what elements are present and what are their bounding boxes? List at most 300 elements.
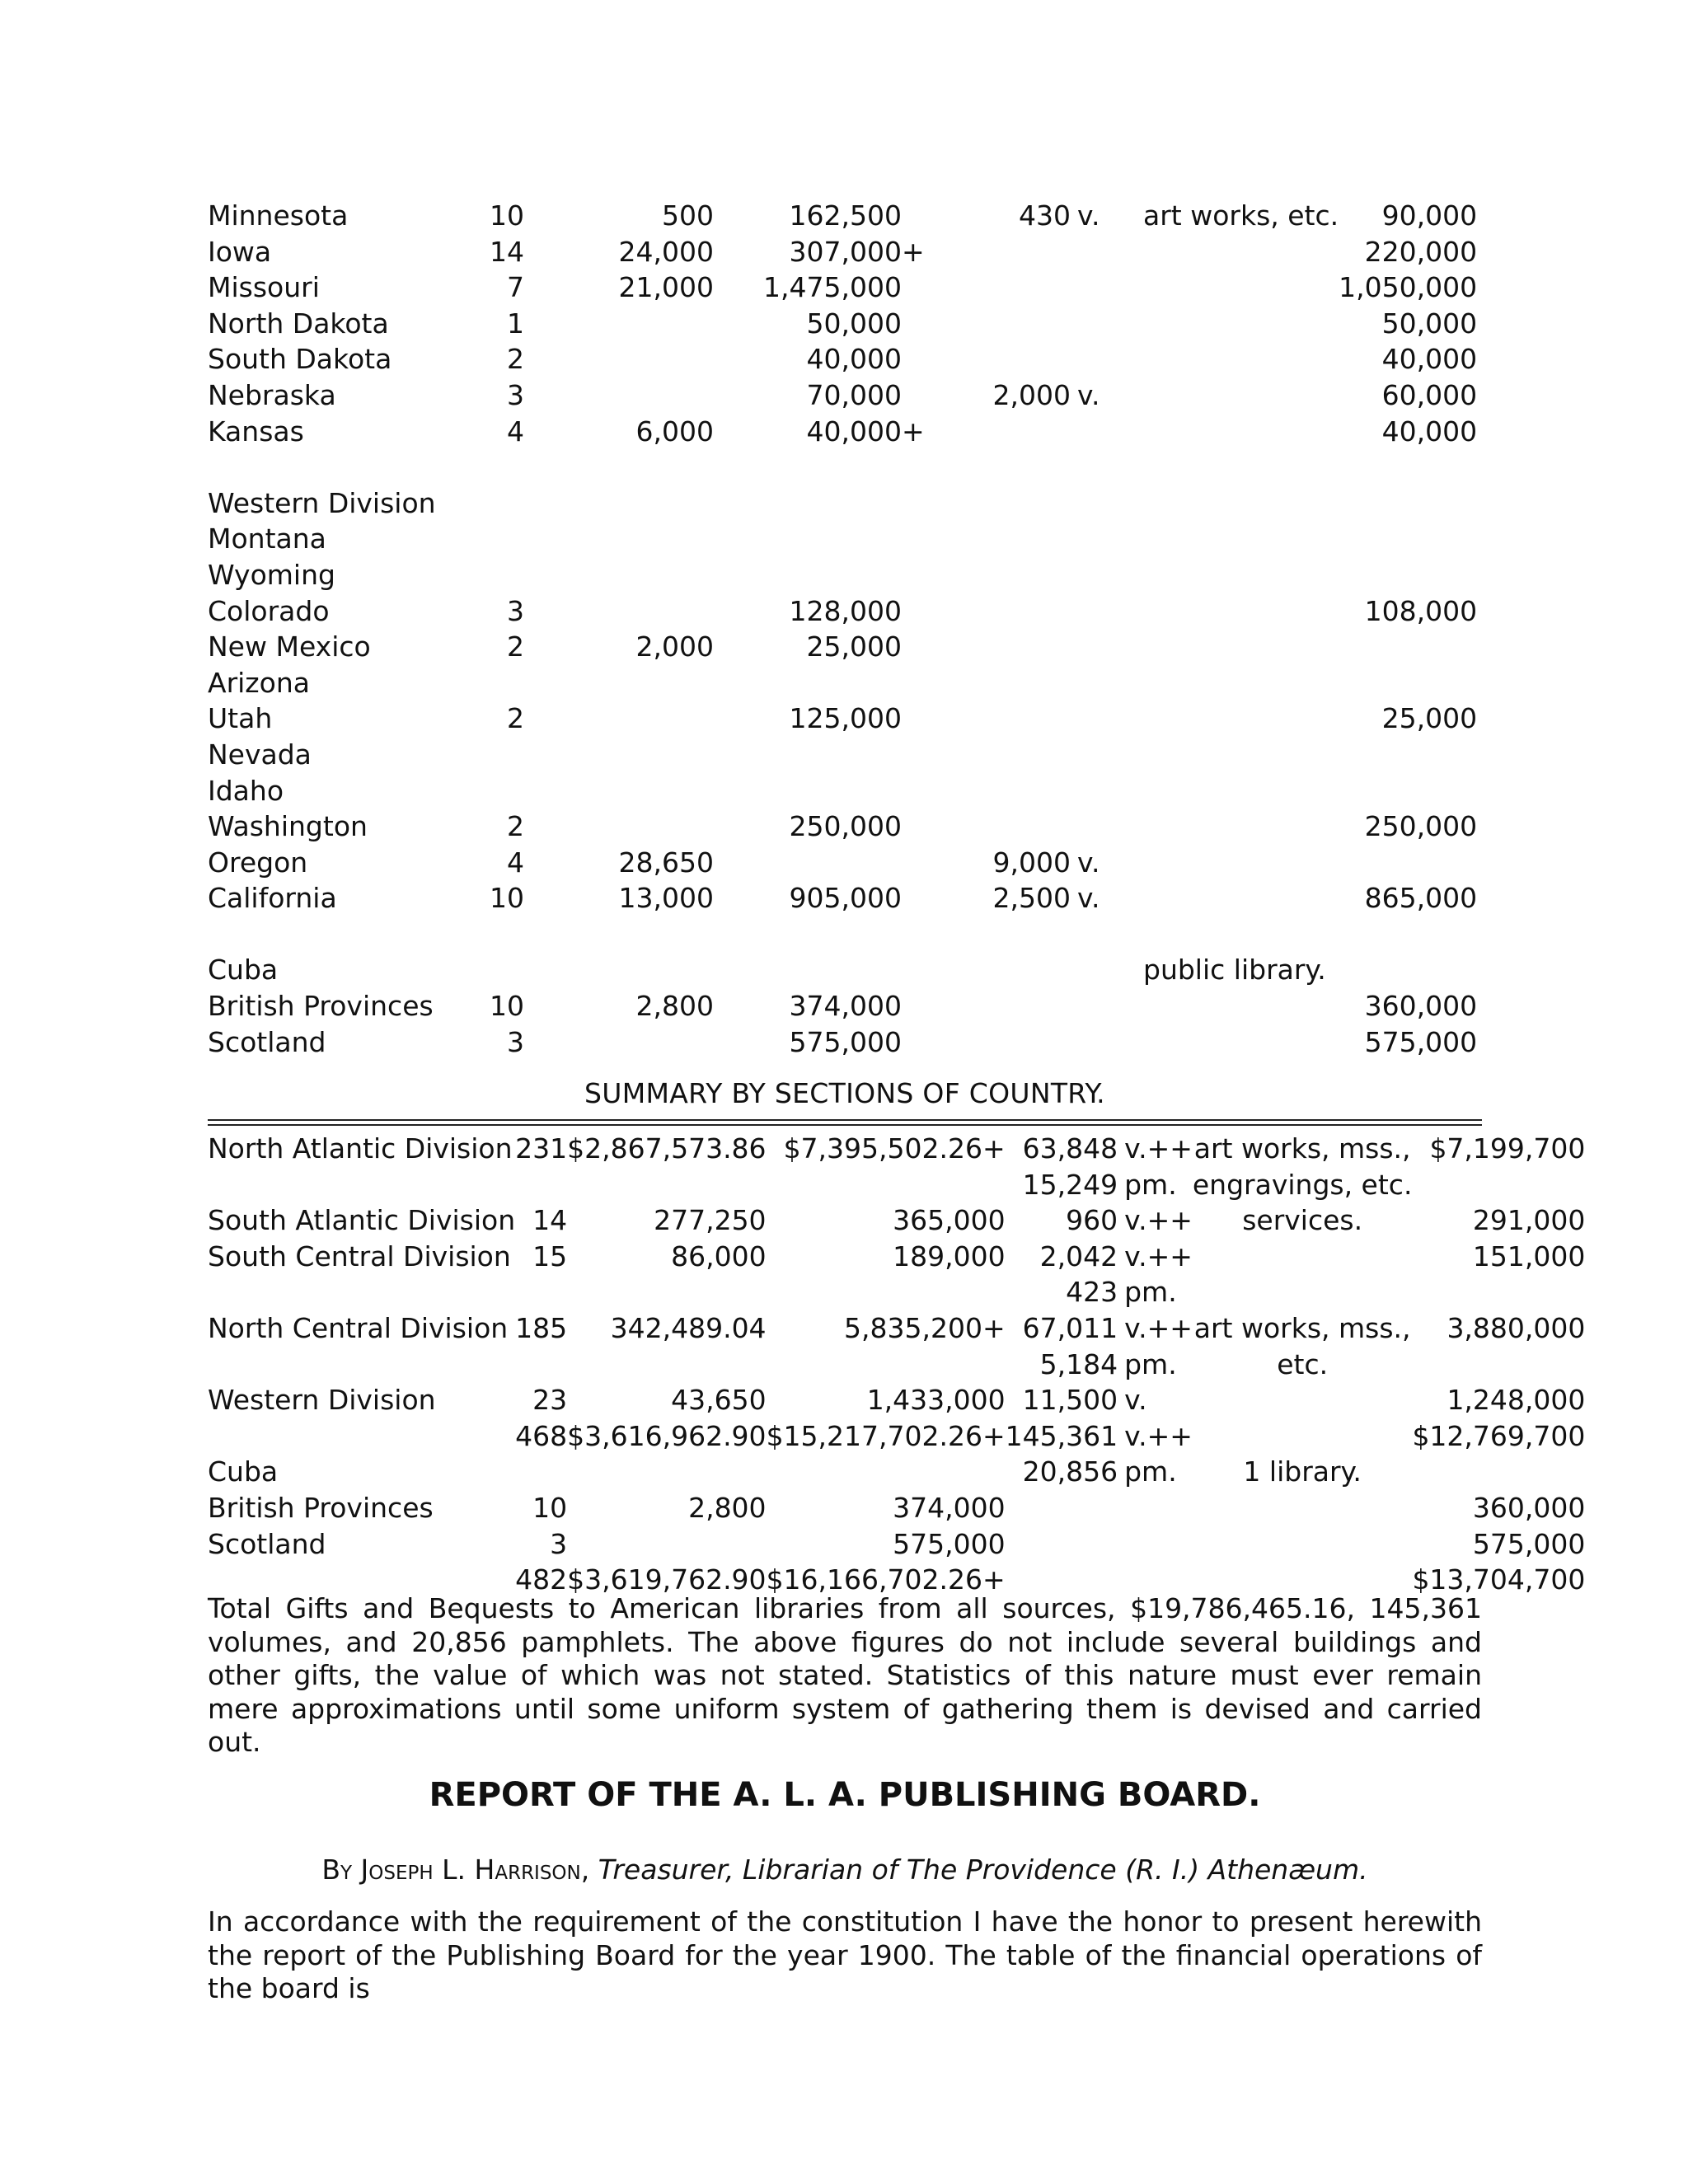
total-gifts-paragraph: Total Gifts and Bequests to American libraries from all sources, $19,786,465.16, 145,361 volumes, and 20,856 pamphlets. The above figures do not include several buildings and other gifts, the value of which was not stated. Statistics of this nature must ever remain mere approximations until some uniform system of gathering them is devised and carried out. bbox=[208, 1592, 1482, 1758]
cell-name: California bbox=[208, 882, 337, 915]
cell-c: 9,000 bbox=[992, 846, 1071, 879]
cell-b bbox=[714, 952, 902, 988]
cell-d bbox=[1143, 880, 1339, 916]
summary-cell-c: 15,249 bbox=[1022, 1168, 1118, 1201]
summary-cell-n: 231 bbox=[515, 1132, 568, 1165]
summary-cell-c: 11,500 bbox=[1022, 1384, 1118, 1417]
cell-b: 25,000 bbox=[806, 630, 902, 663]
summary-cell-d: services. bbox=[1242, 1204, 1363, 1237]
summary-cell-n: 185 bbox=[515, 1311, 568, 1344]
summary-cell-a: 277,250 bbox=[654, 1204, 767, 1237]
cell-u bbox=[1071, 773, 1143, 809]
cell-a: 28,650 bbox=[618, 846, 714, 879]
summary-cell-u: pm. bbox=[1124, 1276, 1177, 1309]
cell-n: 10 bbox=[490, 199, 524, 232]
summary-cell-u: pm. bbox=[1124, 1455, 1177, 1488]
cell-n bbox=[486, 665, 524, 701]
summary-cell-name: North Central Division bbox=[208, 1311, 509, 1344]
cell-e bbox=[1339, 952, 1477, 988]
cell-p bbox=[902, 485, 925, 522]
summary-cell-d: 1 library. bbox=[1243, 1455, 1362, 1488]
summary-cell-u: v.++ bbox=[1124, 1132, 1193, 1165]
cell-name: North Dakota bbox=[208, 307, 389, 340]
cell-b: 307,000 bbox=[789, 235, 902, 268]
cell-b: 250,000 bbox=[789, 810, 902, 843]
cell-n: 3 bbox=[507, 594, 524, 627]
summary-cell-c: 145,361 bbox=[1005, 1419, 1118, 1452]
cell-c bbox=[925, 341, 1071, 377]
cell-c bbox=[925, 952, 1071, 988]
summary-cell-e bbox=[1412, 1454, 1585, 1490]
cell-n: 14 bbox=[490, 235, 524, 268]
summary-cell-b bbox=[767, 1274, 1006, 1310]
summary-cell-a: $2,867,573.86 bbox=[567, 1132, 767, 1165]
cell-p bbox=[902, 665, 925, 701]
summary-cell-n: 482 bbox=[515, 1563, 568, 1596]
cell-name: Iowa bbox=[208, 235, 272, 268]
report-title: REPORT OF THE A. L. A. PUBLISHING BOARD. bbox=[429, 1776, 1261, 1814]
cell-n: 4 bbox=[507, 846, 524, 879]
table-row bbox=[208, 593, 1477, 630]
cell-e: 360,000 bbox=[1364, 990, 1478, 1023]
summary-cell-a bbox=[567, 1454, 766, 1490]
cell-d bbox=[1143, 269, 1339, 306]
summary-cell-d bbox=[1193, 1490, 1413, 1526]
cell-a bbox=[524, 952, 714, 988]
summary-row bbox=[208, 1167, 1585, 1203]
cell-u bbox=[1071, 952, 1143, 988]
cell-n: 3 bbox=[507, 1025, 524, 1058]
cell-c: 430 bbox=[1019, 199, 1071, 232]
table-row bbox=[208, 988, 1477, 1024]
cell-n bbox=[486, 952, 524, 988]
summary-row bbox=[208, 1490, 1585, 1526]
spacer-cell bbox=[208, 916, 1477, 953]
cell-a bbox=[524, 808, 714, 845]
summary-cell-a: 342,489.04 bbox=[610, 1311, 767, 1344]
cell-e: 1,050,000 bbox=[1339, 271, 1478, 304]
summary-row bbox=[208, 1454, 1585, 1490]
summary-cell-b: 365,000 bbox=[893, 1204, 1006, 1237]
summary-cell-n: 468 bbox=[515, 1419, 568, 1452]
summary-cell-b: 1,433,000 bbox=[866, 1384, 1006, 1417]
cell-n: 7 bbox=[507, 271, 524, 304]
cell-name: Cuba bbox=[208, 954, 279, 987]
summary-cell-c: 20,856 bbox=[1022, 1455, 1118, 1488]
summary-cell-d bbox=[1193, 1526, 1413, 1563]
table-row bbox=[208, 665, 1477, 701]
cell-u bbox=[1071, 414, 1143, 450]
cell-b: 40,000 bbox=[806, 343, 902, 376]
cell-p bbox=[902, 988, 925, 1024]
summary-rule-bottom bbox=[208, 1124, 1482, 1126]
cell-u bbox=[1071, 737, 1143, 773]
cell-d bbox=[1143, 377, 1339, 414]
cell-d bbox=[1143, 234, 1339, 270]
summary-cell-name: South Central Division bbox=[208, 1240, 511, 1272]
cell-name: Western Division bbox=[208, 486, 436, 519]
cell-d bbox=[1143, 808, 1339, 845]
cell-p bbox=[902, 701, 925, 737]
summary-cell-a: 2,800 bbox=[688, 1491, 767, 1524]
cell-c bbox=[925, 557, 1071, 593]
cell-p bbox=[902, 880, 925, 916]
cell-p bbox=[902, 952, 925, 988]
byline bbox=[208, 1853, 1482, 1887]
summary-cell-d bbox=[1193, 1239, 1413, 1275]
table-row bbox=[208, 234, 1477, 270]
cell-p bbox=[902, 521, 925, 557]
summary-cell-c: 423 bbox=[1066, 1276, 1118, 1309]
cell-a: 6,000 bbox=[635, 415, 714, 448]
summary-cell-d bbox=[1193, 1274, 1413, 1310]
summary-cell-d bbox=[1193, 1418, 1413, 1455]
cell-p bbox=[902, 773, 925, 809]
cell-e bbox=[1339, 665, 1477, 701]
table-row bbox=[208, 269, 1477, 306]
cell-d bbox=[1143, 485, 1339, 522]
table-row bbox=[208, 808, 1477, 845]
summary-cell-c: 2,042 bbox=[1039, 1240, 1118, 1272]
cell-b: 374,000 bbox=[789, 990, 902, 1023]
cell-u bbox=[1071, 485, 1143, 522]
summary-cell-b bbox=[767, 1454, 1006, 1490]
cell-n bbox=[486, 557, 524, 593]
summary-cell-a bbox=[567, 1167, 766, 1203]
summary-cell-a: $3,616,962.90 bbox=[567, 1419, 767, 1452]
cell-d: public library. bbox=[1143, 954, 1326, 987]
summary-cell-u bbox=[1118, 1490, 1193, 1526]
cell-a: 2,000 bbox=[635, 630, 714, 663]
summary-cell-a bbox=[567, 1274, 766, 1310]
summary-cell-n: 10 bbox=[532, 1491, 568, 1524]
summary-table bbox=[208, 1131, 1585, 1598]
cell-b: 1,475,000 bbox=[763, 271, 902, 304]
summary-cell-b bbox=[767, 1347, 1006, 1383]
summary-cell-b: 374,000 bbox=[893, 1491, 1006, 1524]
cell-e: 108,000 bbox=[1364, 594, 1478, 627]
cell-e bbox=[1339, 737, 1477, 773]
summary-cell-e bbox=[1412, 1167, 1585, 1203]
cell-name: Minnesota bbox=[208, 199, 349, 232]
table-row bbox=[208, 557, 1477, 593]
summary-cell-e: 1,248,000 bbox=[1447, 1384, 1586, 1417]
spacer-row bbox=[208, 916, 1477, 953]
summary-cell-c bbox=[1006, 1526, 1118, 1563]
cell-b bbox=[714, 485, 902, 522]
summary-cell-n: 14 bbox=[532, 1204, 568, 1237]
cell-b: 70,000 bbox=[806, 378, 902, 411]
cell-n: 10 bbox=[490, 990, 524, 1023]
summary-cell-u: v.++ bbox=[1124, 1240, 1193, 1272]
cell-c bbox=[925, 773, 1071, 809]
summary-cell-e: 291,000 bbox=[1472, 1204, 1586, 1237]
cell-p bbox=[902, 306, 925, 342]
cell-p bbox=[902, 845, 925, 881]
cell-u: v. bbox=[1077, 378, 1100, 411]
cell-c bbox=[925, 701, 1071, 737]
cell-u bbox=[1071, 1024, 1143, 1061]
summary-cell-c: 5,184 bbox=[1039, 1347, 1118, 1380]
summary-cell-d: engravings, etc. bbox=[1192, 1168, 1413, 1201]
summary-cell-name: South Atlantic Division bbox=[208, 1204, 516, 1237]
table-row bbox=[208, 377, 1477, 414]
cell-c: 2,000 bbox=[992, 378, 1071, 411]
cell-u bbox=[1071, 629, 1143, 665]
cell-u: v. bbox=[1077, 199, 1100, 232]
summary-cell-name: British Provinces bbox=[208, 1491, 434, 1524]
cell-u: v. bbox=[1077, 846, 1100, 879]
cell-b: 40,000 bbox=[806, 415, 902, 448]
summary-cell-name bbox=[208, 1418, 515, 1455]
summary-cell-a bbox=[567, 1526, 766, 1563]
summary-rows bbox=[208, 1131, 1585, 1598]
cell-b: 125,000 bbox=[789, 702, 902, 735]
cell-name: South Dakota bbox=[208, 343, 392, 376]
cell-u bbox=[1071, 269, 1143, 306]
summary-cell-name bbox=[208, 1167, 515, 1203]
cell-e: 50,000 bbox=[1381, 307, 1478, 340]
cell-a: 2,800 bbox=[635, 990, 714, 1023]
table-row bbox=[208, 414, 1477, 450]
summary-cell-name: North Atlantic Division bbox=[208, 1132, 513, 1165]
summary-cell-d: etc. bbox=[1277, 1347, 1329, 1380]
cell-name: Montana bbox=[208, 523, 326, 555]
summary-cell-e: $13,704,700 bbox=[1412, 1563, 1586, 1596]
byline-role: Treasurer, Librarian of The Providence (R. I.) Athenæum. bbox=[598, 1854, 1368, 1886]
summary-cell-b: $15,217,702.26+ bbox=[766, 1419, 1006, 1452]
cell-name: Kansas bbox=[208, 415, 304, 448]
cell-p bbox=[902, 341, 925, 377]
cell-c bbox=[925, 485, 1071, 522]
table-row bbox=[208, 701, 1477, 737]
summary-cell-a: $3,619,762.90 bbox=[567, 1563, 767, 1596]
cell-n: 2 bbox=[507, 810, 524, 843]
cell-a bbox=[524, 737, 714, 773]
summary-cell-e: $7,199,700 bbox=[1429, 1132, 1586, 1165]
cell-b: 50,000 bbox=[806, 307, 902, 340]
cell-a: 24,000 bbox=[618, 235, 714, 268]
cell-e: 220,000 bbox=[1364, 235, 1478, 268]
cell-u bbox=[1071, 593, 1143, 630]
summary-cell-n: 3 bbox=[550, 1527, 568, 1560]
cell-c bbox=[925, 737, 1071, 773]
summary-title: SUMMARY BY SECTIONS OF COUNTRY. bbox=[584, 1077, 1105, 1109]
cell-name: Colorado bbox=[208, 594, 330, 627]
cell-p: + bbox=[902, 235, 925, 268]
cell-a: 13,000 bbox=[618, 882, 714, 915]
cell-u bbox=[1071, 341, 1143, 377]
state-gifts-table bbox=[208, 198, 1477, 1060]
cell-c bbox=[925, 1024, 1071, 1061]
cell-e: 25,000 bbox=[1381, 702, 1478, 735]
byline-author: By Joseph L. Harrison, bbox=[321, 1854, 590, 1886]
cell-n bbox=[486, 521, 524, 557]
summary-cell-n bbox=[515, 1274, 567, 1310]
cell-b: 575,000 bbox=[789, 1025, 902, 1058]
cell-u bbox=[1071, 521, 1143, 557]
cell-n: 3 bbox=[507, 378, 524, 411]
summary-row bbox=[208, 1418, 1585, 1455]
cell-a: 21,000 bbox=[618, 271, 714, 304]
table-row bbox=[208, 1024, 1477, 1061]
cell-d bbox=[1143, 521, 1339, 557]
summary-cell-c: 960 bbox=[1066, 1204, 1118, 1237]
summary-cell-u: pm. bbox=[1124, 1168, 1177, 1201]
cell-u bbox=[1071, 306, 1143, 342]
cell-b: 128,000 bbox=[789, 594, 902, 627]
spacer-row bbox=[208, 449, 1477, 485]
summary-row bbox=[208, 1131, 1585, 1167]
cell-n bbox=[486, 773, 524, 809]
state-gifts-rows bbox=[208, 198, 1477, 1060]
summary-cell-e bbox=[1412, 1274, 1585, 1310]
cell-name: New Mexico bbox=[208, 630, 371, 663]
summary-cell-name bbox=[208, 1347, 515, 1383]
cell-a bbox=[524, 485, 714, 522]
spacer-cell bbox=[208, 449, 1477, 485]
summary-cell-a: 86,000 bbox=[671, 1240, 767, 1272]
cell-a bbox=[524, 773, 714, 809]
cell-e bbox=[1339, 629, 1477, 665]
cell-d bbox=[1143, 988, 1339, 1024]
cell-u bbox=[1071, 988, 1143, 1024]
summary-cell-name: Scotland bbox=[208, 1527, 326, 1560]
cell-d bbox=[1143, 593, 1339, 630]
table-row bbox=[208, 485, 1477, 522]
cell-n: 2 bbox=[507, 343, 524, 376]
summary-cell-u: v.++ bbox=[1124, 1311, 1193, 1344]
cell-u bbox=[1071, 701, 1143, 737]
cell-e bbox=[1339, 773, 1477, 809]
cell-c bbox=[925, 629, 1071, 665]
cell-d bbox=[1143, 773, 1339, 809]
cell-a bbox=[524, 593, 714, 630]
cell-b bbox=[714, 557, 902, 593]
summary-cell-d: art works, mss., bbox=[1193, 1132, 1411, 1165]
cell-b bbox=[714, 737, 902, 773]
cell-c bbox=[925, 988, 1071, 1024]
cell-c bbox=[925, 808, 1071, 845]
cell-c bbox=[925, 521, 1071, 557]
cell-d bbox=[1143, 414, 1339, 450]
cell-e: 60,000 bbox=[1381, 378, 1478, 411]
cell-name: Utah bbox=[208, 702, 273, 735]
cell-n: 2 bbox=[507, 702, 524, 735]
table-row bbox=[208, 306, 1477, 342]
cell-p bbox=[902, 593, 925, 630]
table-row bbox=[208, 341, 1477, 377]
cell-n bbox=[486, 485, 524, 522]
cell-p: + bbox=[902, 415, 925, 448]
summary-cell-d bbox=[1193, 1382, 1413, 1418]
cell-e: 865,000 bbox=[1364, 882, 1478, 915]
summary-cell-e bbox=[1412, 1347, 1585, 1383]
table-row bbox=[208, 521, 1477, 557]
cell-name: British Provinces bbox=[208, 990, 434, 1023]
cell-n: 2 bbox=[507, 630, 524, 663]
summary-row bbox=[208, 1526, 1585, 1563]
cell-d bbox=[1143, 306, 1339, 342]
intro-paragraph: In accordance with the requirement of the constitution I have the honor to present herewith the report of the Publishing Board for the year 1900. The table of the financial operations of the board is bbox=[208, 1905, 1482, 2004]
summary-row bbox=[208, 1310, 1585, 1347]
summary-row bbox=[208, 1382, 1585, 1418]
summary-cell-n bbox=[515, 1167, 567, 1203]
cell-name: Missouri bbox=[208, 271, 320, 304]
summary-cell-u: v.++ bbox=[1124, 1419, 1193, 1452]
cell-name: Arizona bbox=[208, 666, 310, 699]
summary-cell-e: 360,000 bbox=[1472, 1491, 1586, 1524]
cell-name: Oregon bbox=[208, 846, 308, 879]
table-row bbox=[208, 198, 1477, 234]
cell-a bbox=[524, 341, 714, 377]
cell-p bbox=[902, 808, 925, 845]
cell-a bbox=[524, 521, 714, 557]
cell-a: 500 bbox=[662, 199, 714, 232]
cell-b: 905,000 bbox=[789, 882, 902, 915]
cell-n: 10 bbox=[490, 882, 524, 915]
cell-n: 1 bbox=[507, 307, 524, 340]
cell-n bbox=[486, 737, 524, 773]
cell-d bbox=[1143, 1024, 1339, 1061]
cell-name: Scotland bbox=[208, 1025, 326, 1058]
summary-cell-n: 23 bbox=[532, 1384, 568, 1417]
summary-cell-d: art works, mss., bbox=[1193, 1311, 1411, 1344]
cell-u bbox=[1071, 234, 1143, 270]
summary-row bbox=[208, 1239, 1585, 1275]
summary-rule-top bbox=[208, 1119, 1482, 1121]
cell-c bbox=[925, 414, 1071, 450]
cell-e bbox=[1339, 845, 1477, 881]
table-row bbox=[208, 952, 1477, 988]
cell-d bbox=[1143, 557, 1339, 593]
cell-e: 250,000 bbox=[1364, 810, 1478, 843]
cell-p bbox=[902, 737, 925, 773]
summary-cell-n bbox=[515, 1347, 567, 1383]
summary-row bbox=[208, 1347, 1585, 1383]
summary-cell-name: Western Division bbox=[208, 1384, 436, 1417]
cell-d: art works, etc. bbox=[1143, 199, 1339, 232]
cell-b bbox=[714, 773, 902, 809]
cell-a bbox=[524, 701, 714, 737]
cell-d bbox=[1143, 629, 1339, 665]
summary-cell-u: pm. bbox=[1124, 1347, 1177, 1380]
cell-c bbox=[925, 593, 1071, 630]
summary-cell-a: 43,650 bbox=[671, 1384, 767, 1417]
cell-u: v. bbox=[1077, 882, 1100, 915]
cell-b: 162,500 bbox=[789, 199, 902, 232]
cell-e: 575,000 bbox=[1364, 1025, 1478, 1058]
summary-cell-b: 5,835,200+ bbox=[844, 1311, 1006, 1344]
cell-a bbox=[524, 1024, 714, 1061]
cell-b bbox=[714, 845, 902, 881]
cell-n: 4 bbox=[507, 415, 524, 448]
cell-e bbox=[1339, 485, 1477, 522]
cell-c bbox=[925, 665, 1071, 701]
summary-cell-b bbox=[767, 1167, 1006, 1203]
summary-row bbox=[208, 1274, 1585, 1310]
cell-a bbox=[524, 665, 714, 701]
summary-cell-n: 15 bbox=[532, 1240, 568, 1272]
cell-c bbox=[925, 269, 1071, 306]
summary-cell-a bbox=[567, 1347, 766, 1383]
cell-a bbox=[524, 306, 714, 342]
cell-p bbox=[902, 629, 925, 665]
table-row bbox=[208, 629, 1477, 665]
summary-cell-b: 189,000 bbox=[893, 1240, 1006, 1272]
summary-cell-u: v. bbox=[1124, 1384, 1147, 1417]
cell-p bbox=[902, 269, 925, 306]
